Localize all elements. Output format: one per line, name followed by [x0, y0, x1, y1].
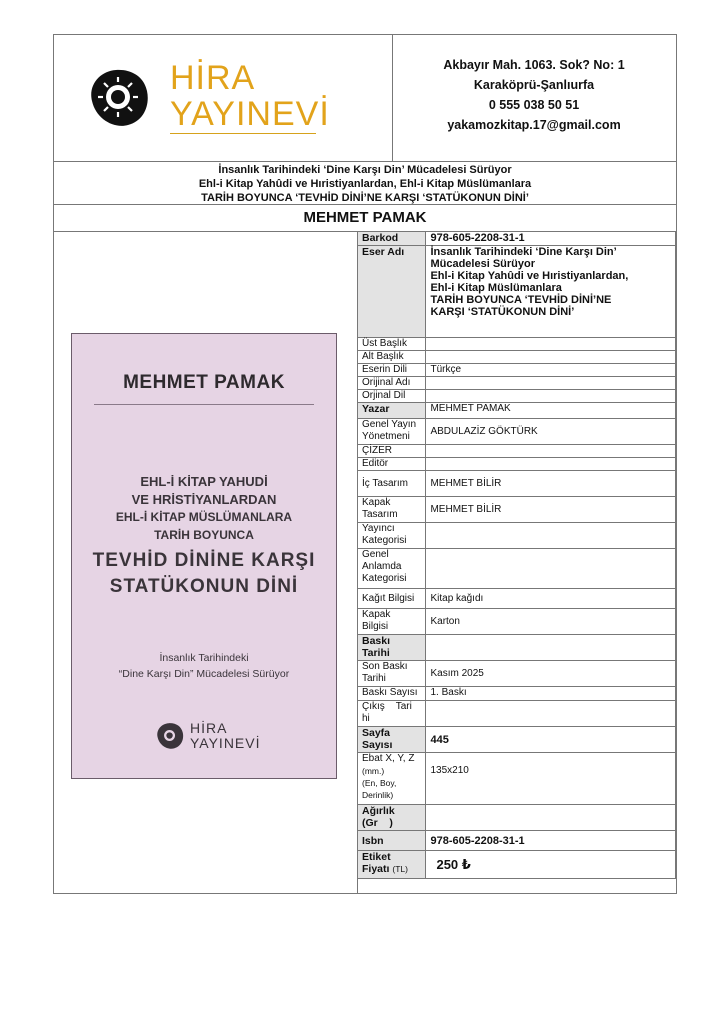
barkod-value: 978-605-2208-31-1: [426, 232, 676, 246]
eser-adi-value: [426, 246, 676, 338]
table-row: [358, 753, 676, 805]
eser-adi-label: Eser Adı: [358, 246, 426, 338]
table-row: [358, 851, 676, 879]
label-line: (En, Boy,: [362, 778, 397, 788]
label-line: (mm.): [362, 766, 385, 776]
label-line: Tarihi: [362, 647, 390, 659]
table-row: [358, 351, 676, 364]
label-line: Kapak: [362, 609, 391, 620]
subtitle-line-1: İnsanlık Tarihindeki ‘Dine Karşı Din’ Mücadelesi Sürüyor: [218, 164, 512, 176]
label-line: Ağırlık: [362, 805, 395, 817]
ust-baslik-label: Üst Başlık: [358, 338, 426, 351]
table-row: [358, 419, 676, 445]
alt-baslik-label: Alt Başlık: [358, 351, 426, 364]
table-row: [358, 497, 676, 523]
header: [54, 35, 676, 162]
eser-adi-line: KARŞI ‘STATÜKONUN DİNİ’: [430, 306, 575, 318]
orjinal-dil-label: Orjinal Dil: [358, 390, 426, 403]
table-row: [358, 390, 676, 403]
book-cover: [71, 333, 337, 779]
baski-tarihi-label: [358, 635, 426, 661]
label-line: Derinlik): [362, 790, 394, 800]
sayfa-sayisi-value: 445: [426, 727, 676, 753]
book-subtitle: [54, 161, 676, 205]
cover-title-line-3: EHL-İ KİTAP MÜSLÜMANLARA: [115, 510, 293, 524]
phone: 0 555 038 50 51: [488, 98, 580, 112]
label-line: Kapak: [362, 497, 391, 508]
cover-logo-icon: [154, 720, 186, 752]
kapak-bilgisi-label: [358, 609, 426, 635]
logo-word-hira: HİRA: [170, 59, 256, 97]
eserin-dili-label: Eserin Dili: [358, 364, 426, 377]
label-line: Son Baskı: [362, 661, 408, 672]
publisher-contact: [392, 55, 676, 135]
ebat-value: 135x210: [426, 753, 676, 805]
publisher-logo: [54, 35, 393, 161]
label-line: Tasarım: [362, 509, 398, 520]
orijinal-adi-label: Orijinal Adı: [358, 377, 426, 390]
eser-adi-line: Ehl-i Kitap Yahûdi ve Hıristiyanlardan,: [430, 270, 629, 282]
eserin-dili-value: Türkçe: [426, 364, 676, 377]
cikis-tarihi-label: [358, 701, 426, 727]
son-baski-label: [358, 661, 426, 687]
kagit-bilgisi-label: Kağıt Bilgisi: [358, 589, 426, 609]
label-line: Kategorisi: [362, 573, 407, 584]
table-row: [358, 805, 676, 831]
cover-logo-word-2: YAYINEVİ: [190, 735, 261, 751]
cover-subtitle-line-2: “Dine Karşı Din” Mücadelesi Sürüyor: [118, 668, 290, 680]
table-row: [358, 232, 676, 246]
catalog-sheet: [53, 34, 677, 894]
label-line: hi: [362, 713, 370, 724]
eser-adi-line: TARİH BOYUNCA ‘TEVHİD DİNİ’NE: [430, 294, 612, 306]
label-line: Anlamda: [362, 561, 402, 572]
table-row: [358, 727, 676, 753]
subtitle-line-2: Ehl-i Kitap Yahûdi ve Hıristiyanlardan, Ehl-i Kitap Müslümanlara: [198, 178, 532, 190]
cover-divider: [94, 404, 314, 405]
label-line: Etiket: [362, 851, 391, 863]
cover-title-line-2: VE HRİSTİYANLARDAN: [131, 492, 277, 507]
book-info-table: [357, 231, 676, 879]
table-row: [358, 687, 676, 701]
ebat-label: [358, 753, 426, 805]
table-row: [358, 589, 676, 609]
label-line: [362, 863, 421, 875]
label-unit: (TL): [392, 864, 408, 874]
sayfa-sayisi-label: [358, 727, 426, 753]
kapak-tasarim-label: [358, 497, 426, 523]
cover-subtitle-line-1: İnsanlık Tarihindeki: [159, 652, 249, 664]
ic-tasarim-label: İç Tasarım: [358, 471, 426, 497]
yazar-label: Yazar: [358, 403, 426, 419]
label-line: Genel: [362, 549, 389, 560]
cover-area: [54, 231, 358, 893]
label-text: Fiyatı: [362, 863, 390, 875]
cizer-label: ÇİZER: [358, 445, 426, 458]
label-line: Sayfa: [362, 727, 391, 739]
table-row: [358, 458, 676, 471]
label-line: Baskı: [362, 635, 391, 647]
label-line: Sayısı: [362, 739, 393, 751]
editor-label: Editör: [358, 458, 426, 471]
label-line: Çıkış Tari: [362, 701, 412, 712]
label-line: Kategorisi: [362, 535, 407, 546]
table-row: [358, 445, 676, 458]
baski-sayisi-label: Baskı Sayısı: [358, 687, 426, 701]
table-row: [358, 549, 676, 589]
agirlik-label: [358, 805, 426, 831]
yayinci-kategorisi-label: [358, 523, 426, 549]
isbn-label: Isbn: [358, 831, 426, 851]
table-row: [358, 471, 676, 497]
isbn-value: 978-605-2208-31-1: [426, 831, 676, 851]
cave-logo-icon: [84, 63, 154, 133]
label-line: Tarihi: [362, 673, 386, 684]
table-row: [358, 403, 676, 419]
address-line-2: Karaköprü-Şanlıurfa: [473, 78, 595, 92]
table-row: [358, 338, 676, 351]
kapak-bilgisi-value: Karton: [426, 609, 676, 635]
logo-underline: [170, 133, 316, 134]
table-row: [358, 246, 676, 338]
cover-author: MEHMET PAMAK: [123, 372, 285, 393]
label-line: Genel Yayın: [362, 419, 417, 430]
table-row: [358, 364, 676, 377]
cover-logo-word-1: HİRA: [190, 720, 228, 736]
baski-sayisi-value: 1. Baskı: [426, 687, 676, 701]
label-line: Yönetmeni: [362, 431, 410, 442]
email: yakamozkitap.17@gmail.com: [447, 118, 621, 132]
table-row: [358, 523, 676, 549]
eser-adi-line: Mücadelesi Sürüyor: [430, 258, 536, 270]
genel-kategori-label: [358, 549, 426, 589]
cover-title-line-6: STATÜKONUN DİNİ: [109, 576, 299, 597]
eser-adi-line: Ehl-i Kitap Müslümanlara: [430, 282, 562, 294]
label-line: Ebat X, Y, Z: [362, 753, 415, 764]
kapak-tasarim-value: MEHMET BİLİR: [426, 497, 676, 523]
cover-publisher-logo: [150, 720, 260, 754]
etiket-fiyati-value: 250 ₺: [426, 851, 676, 879]
kagit-bilgisi-value: Kitap kağıdı: [426, 589, 676, 609]
table-row: [358, 701, 676, 727]
ic-tasarim-value: MEHMET BİLİR: [426, 471, 676, 497]
table-row: [358, 609, 676, 635]
yazar-value: MEHMET PAMAK: [426, 403, 676, 419]
cover-title-line-4: TARİH BOYUNCA: [154, 528, 254, 542]
label-line: Yayıncı: [362, 523, 395, 534]
etiket-fiyati-label: [358, 851, 426, 879]
address-line-1: Akbayır Mah. 1063. Sok? No: 1: [443, 58, 625, 72]
table-row: [358, 831, 676, 851]
subtitle-line-3: TARİH BOYUNCA ‘TEVHİD DİNİ’NE KARŞI ‘STATÜKONUN DİNİ’: [201, 192, 529, 204]
logo-word-yayinevi: YAYINEVİ: [170, 95, 330, 133]
barkod-label: Barkod: [358, 232, 426, 246]
table-row: [358, 635, 676, 661]
label-line: Bilgisi: [362, 621, 389, 632]
label-line: (Gr ): [362, 817, 393, 829]
table-row: [358, 661, 676, 687]
author-heading: MEHMET PAMAK: [54, 205, 676, 232]
genel-yayin-value: ABDULAZİZ GÖKTÜRK: [426, 419, 676, 445]
genel-yayin-label: [358, 419, 426, 445]
cover-title-line-5: TEVHİD DİNİNE KARŞI: [92, 550, 316, 571]
son-baski-value: Kasım 2025: [426, 661, 676, 687]
eser-adi-line: İnsanlık Tarihindeki ‘Dine Karşı Din’: [430, 246, 617, 258]
cover-title-line-1: EHL-İ KİTAP YAHUDİ: [140, 474, 268, 489]
table-row: [358, 377, 676, 390]
